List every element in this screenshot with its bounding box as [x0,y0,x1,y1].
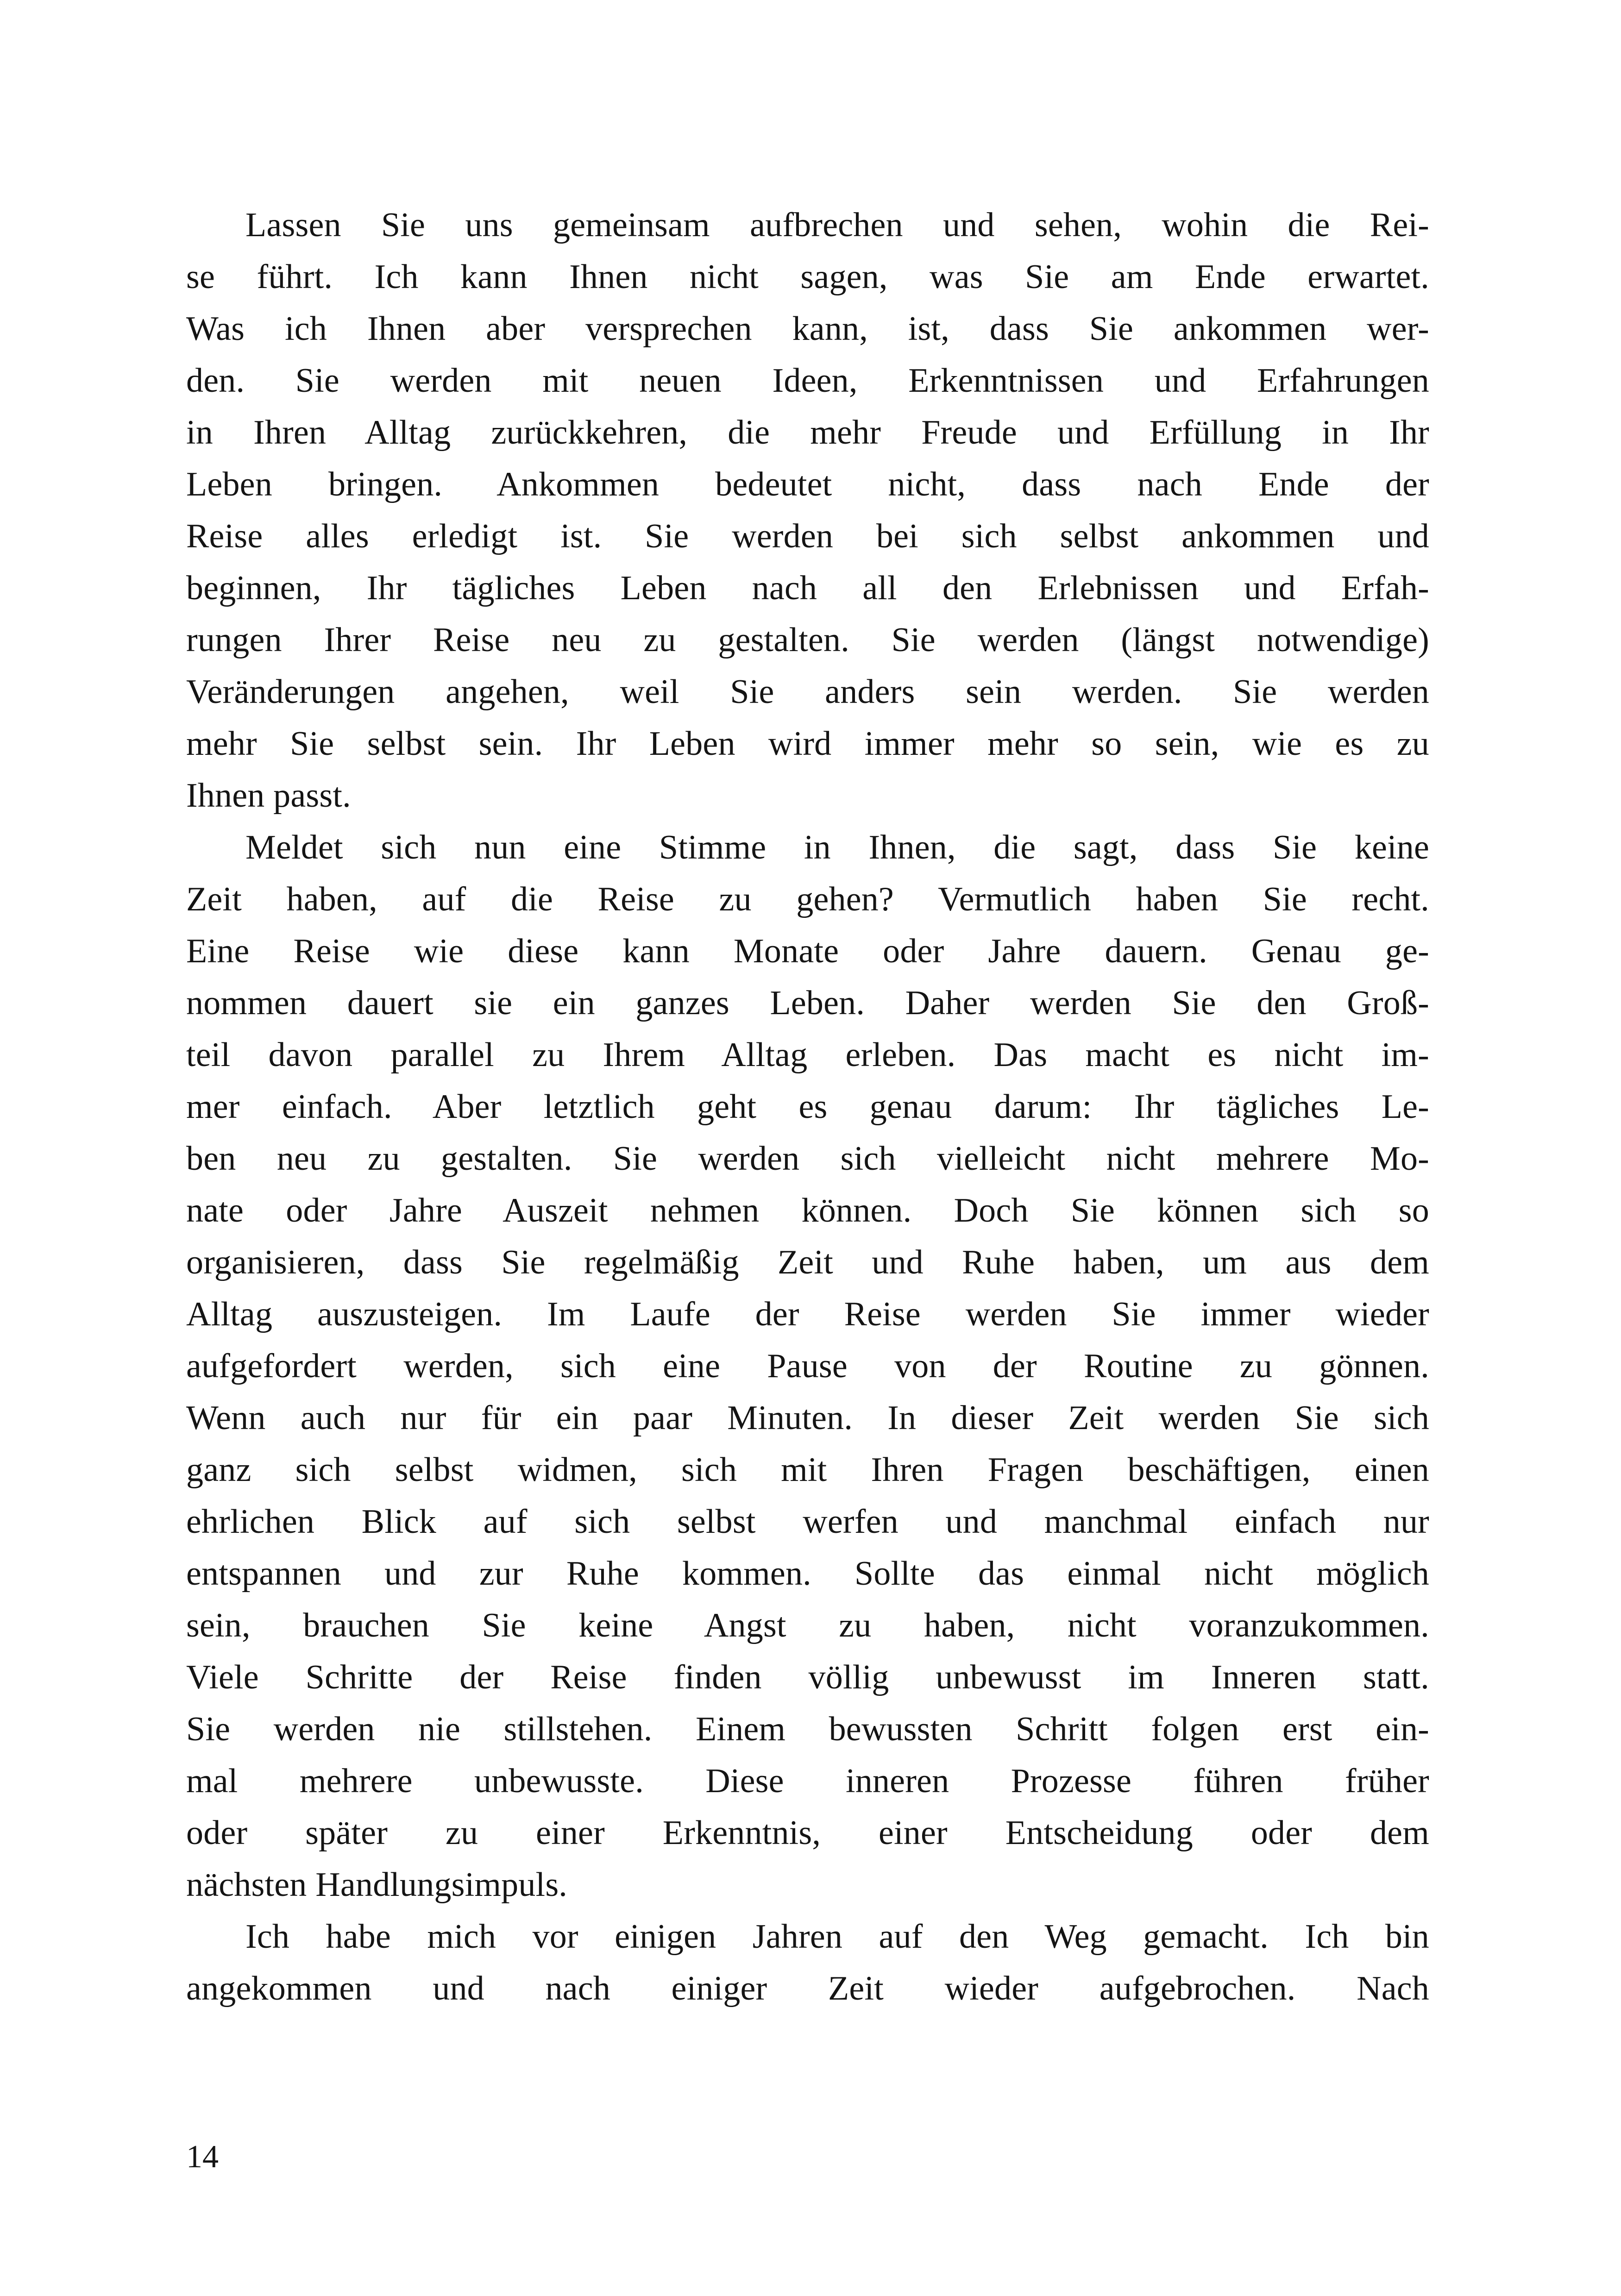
text-line: organisieren, dass Sie regelmäßig Zeit und Ruhe haben, um aus dem [186,1243,1429,1281]
text-line: Ihnen passt. [186,777,351,815]
text-line: in Ihren Alltag zurückkehren, die mehr Freude und Erfüllung in Ihr [186,414,1429,452]
text-line: Was ich Ihnen aber versprechen kann, ist, dass Sie ankommen wer- [186,310,1429,348]
text-line: Veränderungen angehen, weil Sie anders sein werden. Sie werden [186,673,1429,711]
text-line: Zeit haben, auf die Reise zu gehen? Vermutlich haben Sie recht. [186,880,1429,918]
text-line: Alltag auszusteigen. Im Laufe der Reise werden Sie immer wieder [186,1295,1429,1333]
text-line: oder später zu einer Erkenntnis, einer Entscheidung oder dem [186,1814,1429,1852]
text-line: angekommen und nach einiger Zeit wieder aufgebrochen. Nach [186,1970,1429,2007]
text-line: Sie werden nie stillstehen. Einem bewussten Schritt folgen erst ein- [186,1710,1429,1748]
text-line: nommen dauert sie ein ganzes Leben. Daher werden Sie den Groß- [186,984,1429,1022]
text-line: Reise alles erledigt ist. Sie werden bei sich selbst ankommen und [186,517,1429,555]
paragraph [186,1911,1429,2014]
text-line: Lassen Sie uns gemeinsam aufbrechen und sehen, wohin die Rei- [245,206,1429,244]
text-line: aufgefordert werden, sich eine Pause von der Routine zu gönnen. [186,1347,1429,1385]
text-line: Eine Reise wie diese kann Monate oder Jahre dauern. Genau ge- [186,932,1429,970]
paragraph [186,822,1429,1911]
text-line: ben neu zu gestalten. Sie werden sich vielleicht nicht mehrere Mo- [186,1140,1429,1178]
text-line: Viele Schritte der Reise finden völlig unbewusst im Inneren statt. [186,1658,1429,1696]
paragraph [186,199,1429,822]
text-line: den. Sie werden mit neuen Ideen, Erkenntnissen und Erfahrungen [186,362,1429,400]
text-line: mer einfach. Aber letztlich geht es genau darum: Ihr tägliches Le- [186,1088,1429,1126]
text-line: Meldet sich nun eine Stimme in Ihnen, die sagt, dass Sie keine [245,828,1429,866]
text-line: se führt. Ich kann Ihnen nicht sagen, was Sie am Ende erwartet. [186,258,1429,296]
text-line: ganz sich selbst widmen, sich mit Ihren Fragen beschäftigen, einen [186,1451,1429,1489]
text-line: sein, brauchen Sie keine Angst zu haben, nicht voranzukommen. [186,1606,1429,1644]
text-line: ehrlichen Blick auf sich selbst werfen und manchmal einfach nur [186,1503,1429,1541]
text-line: entspannen und zur Ruhe kommen. Sollte das einmal nicht möglich [186,1555,1429,1593]
text-line: Wenn auch nur für ein paar Minuten. In dieser Zeit werden Sie sich [186,1399,1429,1437]
text-line: nate oder Jahre Auszeit nehmen können. Doch Sie können sich so [186,1192,1429,1230]
text-line: Ich habe mich vor einigen Jahren auf den Weg gemacht. Ich bin [245,1918,1429,1956]
text-line: Leben bringen. Ankommen bedeutet nicht, dass nach Ende der [186,465,1429,503]
text-line: rungen Ihrer Reise neu zu gestalten. Sie werden (längst notwendige) [186,621,1429,659]
text-line: nächsten Handlungsimpuls. [186,1866,568,1904]
text-line: mehr Sie selbst sein. Ihr Leben wird immer mehr so sein, wie es zu [186,725,1429,763]
page-number: 14 [186,2139,219,2175]
text-line: beginnen, Ihr tägliches Leben nach all den Erlebnissen und Erfah- [186,569,1429,607]
text-line: teil davon parallel zu Ihrem Alltag erleben. Das macht es nicht im- [186,1036,1429,1074]
text-line: mal mehrere unbewusste. Diese inneren Prozesse führen früher [186,1762,1429,1800]
text-block [186,199,1429,2014]
